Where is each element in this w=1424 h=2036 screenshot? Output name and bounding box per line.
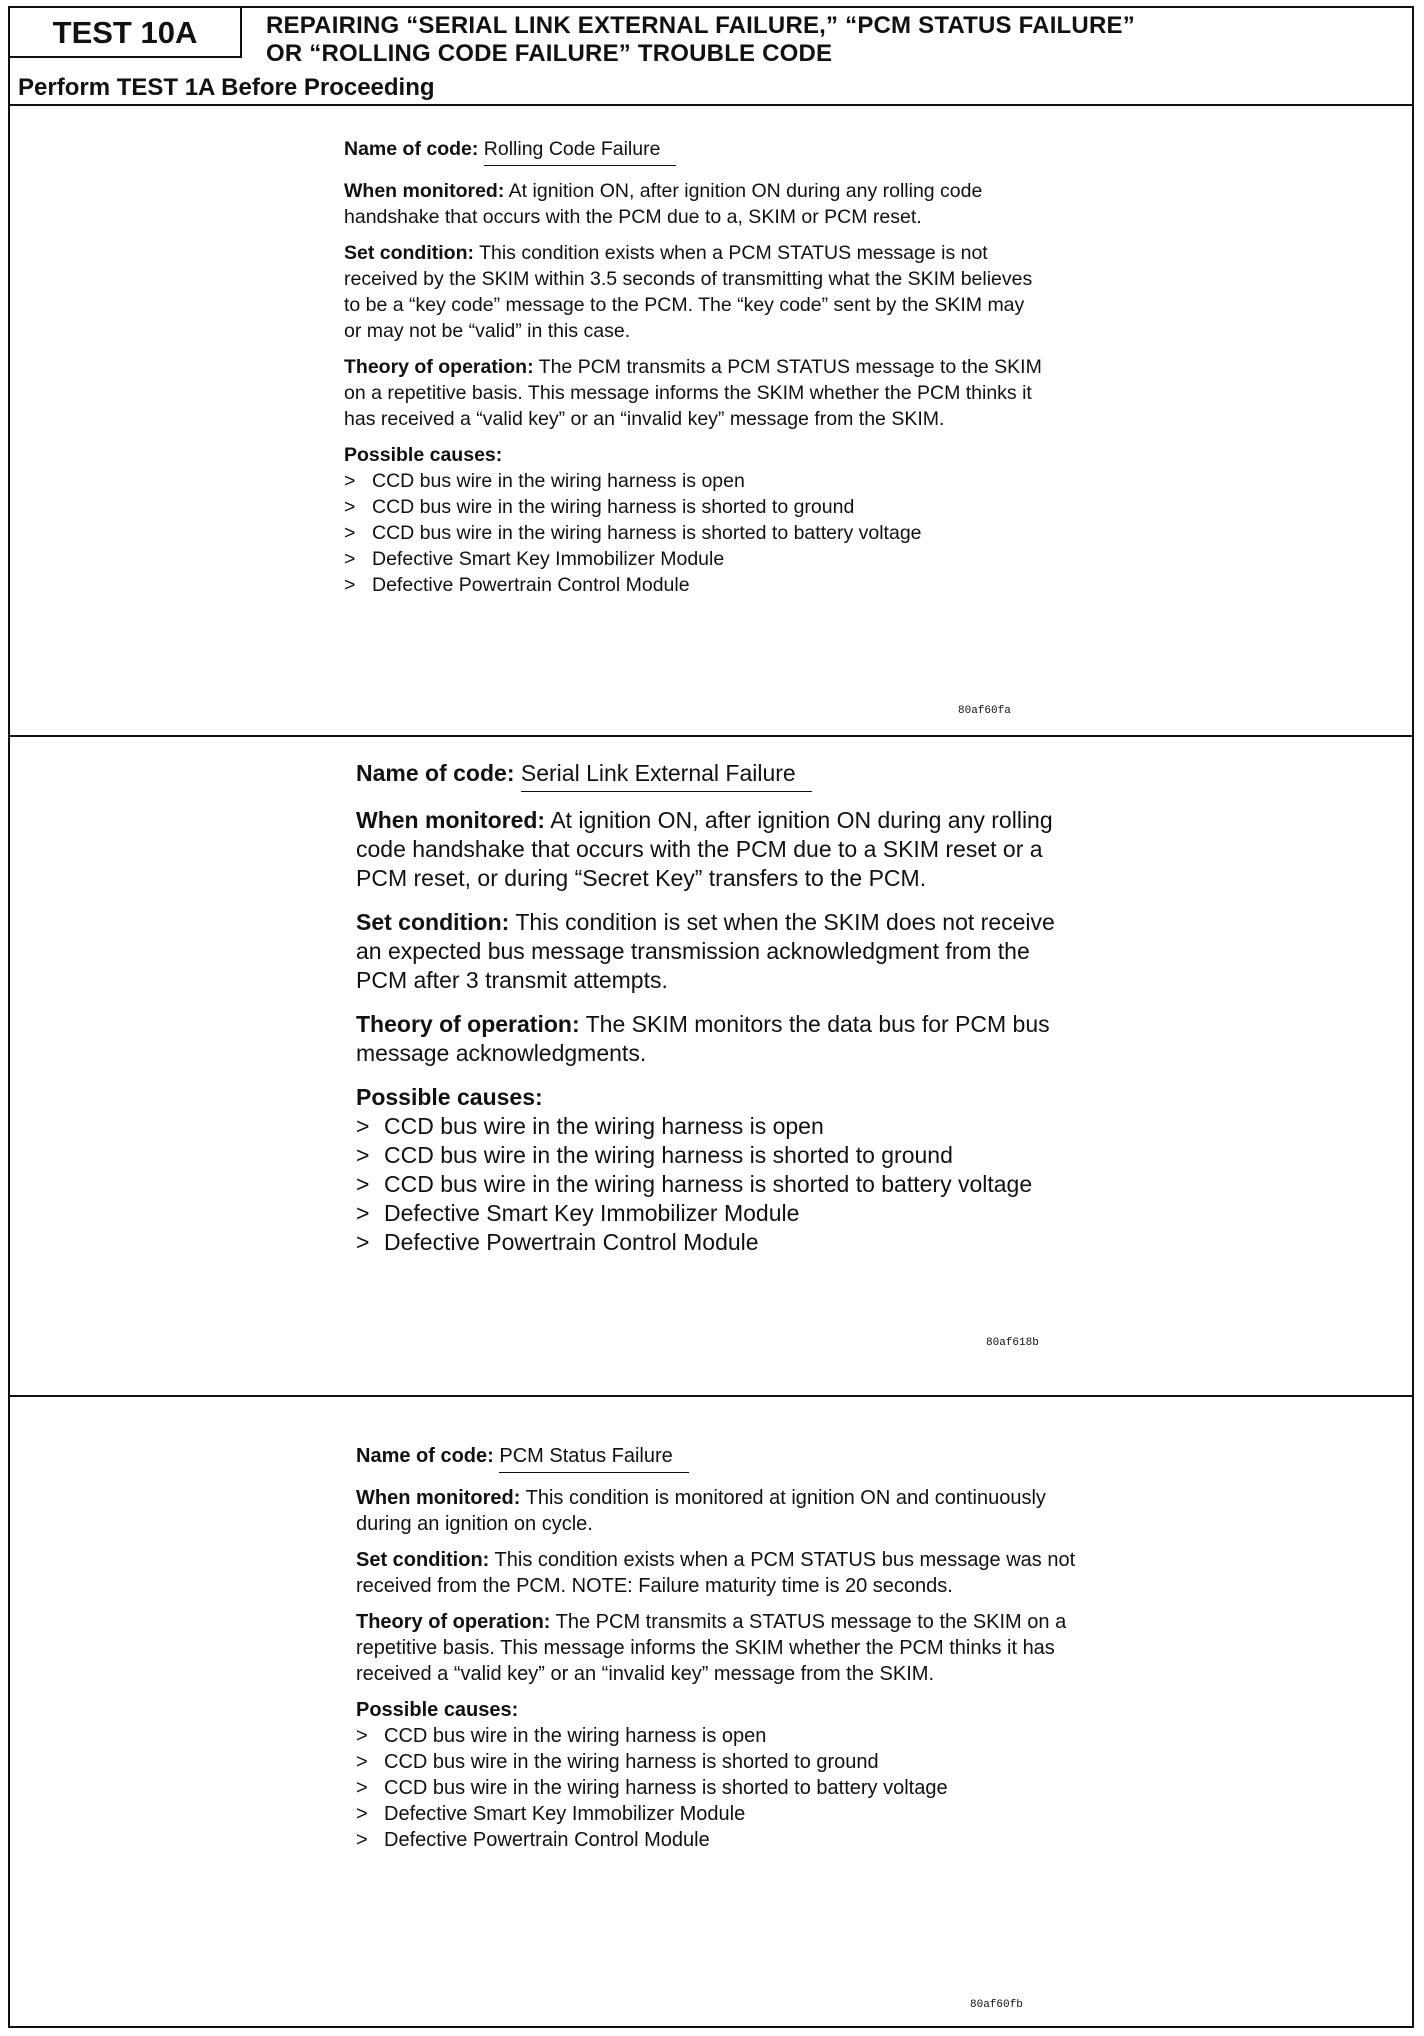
cause-item: > CCD bus wire in the wiring harness is shorted to battery voltage <box>344 520 1044 546</box>
when-monitored-row <box>356 1485 1076 1537</box>
set-condition-label: Set condition: <box>356 909 510 935</box>
cause-item: > CCD bus wire in the wiring harness is shorted to battery voltage <box>356 1170 1076 1199</box>
set-condition-row <box>344 240 1044 344</box>
test-number-label: TEST 10A <box>10 8 242 58</box>
cause-item: > Defective Smart Key Immobilizer Module <box>344 546 1044 572</box>
cause-item: > Defective Powertrain Control Module <box>356 1228 1076 1257</box>
code-name: PCM Status Failure <box>499 1443 688 1473</box>
test-title-line-1: REPAIRING “SERIAL LINK EXTERNAL FAILURE,” “PCM STATUS FAILURE” <box>266 12 1135 39</box>
when-monitored-text: At ignition ON, after ignition ON during any rolling code handshake that occurs with the PCM due to a SKIM reset or a PCM reset, or during “Secret Key” transfers to the PCM. <box>356 807 1053 891</box>
possible-causes-list <box>344 468 1044 598</box>
cause-item: > CCD bus wire in the wiring harness is shorted to ground <box>356 1749 1076 1775</box>
code-description <box>344 136 1044 598</box>
code-description <box>356 1443 1076 1853</box>
set-condition-row <box>356 1547 1076 1599</box>
set-condition-text: This condition exists when a PCM STATUS bus message was not received from the PCM. NOTE: Failure maturity time is 20 seconds. <box>356 1549 1076 1597</box>
when-monitored-label: When monitored: <box>356 1487 521 1509</box>
theory-text: The PCM transmits a STATUS message to the SKIM on a repetitive basis. This message informs the SKIM whether the PCM thinks it has received a “valid key” or an “invalid key” message from the SKIM. <box>356 1611 1067 1685</box>
cause-item: > Defective Smart Key Immobilizer Module <box>356 1199 1076 1228</box>
possible-causes-label: Possible causes: <box>356 1699 519 1721</box>
set-condition-text: This condition exists when a PCM STATUS message is not received by the SKIM within 3.5 seconds of transmitting what the SKIM believes to be a “key code” message to the PCM. The “key code” sent by the SKIM may or may not be “valid” in this case. <box>344 242 1033 342</box>
code-name: Rolling Code Failure <box>484 136 677 166</box>
theory-label: Theory of operation: <box>344 356 534 378</box>
when-monitored-label: When monitored: <box>344 180 505 202</box>
when-monitored-text: At ignition ON, after ignition ON during any rolling code handshake that occurs with the PCM due to a, SKIM or PCM reset. <box>344 180 983 228</box>
cause-item: > CCD bus wire in the wiring harness is shorted to battery voltage <box>356 1775 1076 1801</box>
theory-row <box>356 1609 1076 1687</box>
possible-causes-list <box>356 1723 1076 1853</box>
code-section-pcm-status-failure <box>10 1397 1412 2030</box>
cause-item: > CCD bus wire in the wiring harness is shorted to ground <box>356 1141 1076 1170</box>
cause-item: > CCD bus wire in the wiring harness is open <box>356 1723 1076 1749</box>
set-condition-row <box>356 908 1076 995</box>
theory-label: Theory of operation: <box>356 1011 580 1037</box>
prerequisite-note: Perform TEST 1A Before Proceeding <box>18 74 435 101</box>
theory-row <box>356 1010 1076 1068</box>
set-condition-label: Set condition: <box>356 1549 490 1571</box>
test-header <box>10 8 1412 106</box>
test-title-line-2: OR “ROLLING CODE FAILURE” TROUBLE CODE <box>266 40 833 67</box>
name-of-code-label: Name of code: <box>356 760 515 786</box>
code-section-rolling-code-failure <box>10 106 1412 737</box>
when-monitored-text: This condition is monitored at ignition ON and continuously during an ignition on cycle. <box>356 1487 1046 1535</box>
cause-item: > CCD bus wire in the wiring harness is open <box>344 468 1044 494</box>
theory-text: The PCM transmits a PCM STATUS message to the SKIM on a repetitive basis. This message informs the SKIM whether the PCM thinks it has received a “valid key” or an “invalid key” message from the SKIM. <box>344 356 1042 430</box>
code-name: Serial Link External Failure <box>521 759 812 792</box>
when-monitored-row <box>356 806 1076 893</box>
name-of-code-label: Name of code: <box>356 1445 494 1467</box>
name-of-code-label: Name of code: <box>344 138 479 160</box>
code-section-serial-link-external-failure <box>10 737 1412 1397</box>
set-condition-text: This condition is set when the SKIM does not receive an expected bus message transmission acknowledgment from the PCM after 3 transmit attempts. <box>356 909 1055 993</box>
figure-id: 80af618b <box>986 1337 1039 1349</box>
cause-item: > Defective Smart Key Immobilizer Module <box>356 1801 1076 1827</box>
code-name-row <box>344 136 1044 166</box>
theory-label: Theory of operation: <box>356 1611 551 1633</box>
theory-text: The SKIM monitors the data bus for PCM bus message acknowledgments. <box>356 1011 1050 1066</box>
document-page <box>8 6 1414 2028</box>
figure-id: 80af60fb <box>970 1999 1023 2011</box>
when-monitored-row <box>344 178 1044 230</box>
figure-id: 80af60fa <box>958 705 1011 717</box>
code-name-row <box>356 1443 1076 1473</box>
possible-causes-list <box>356 1112 1076 1257</box>
set-condition-label: Set condition: <box>344 242 474 264</box>
code-description <box>356 759 1076 1257</box>
cause-item: > Defective Powertrain Control Module <box>344 572 1044 598</box>
theory-row <box>344 354 1044 432</box>
possible-causes-label: Possible causes: <box>356 1084 543 1110</box>
code-name-row <box>356 759 1076 792</box>
cause-item: > Defective Powertrain Control Module <box>356 1827 1076 1853</box>
when-monitored-label: When monitored: <box>356 807 546 833</box>
cause-item: > CCD bus wire in the wiring harness is shorted to ground <box>344 494 1044 520</box>
cause-item: > CCD bus wire in the wiring harness is open <box>356 1112 1076 1141</box>
test-title <box>266 12 1386 68</box>
possible-causes-label: Possible causes: <box>344 444 503 466</box>
